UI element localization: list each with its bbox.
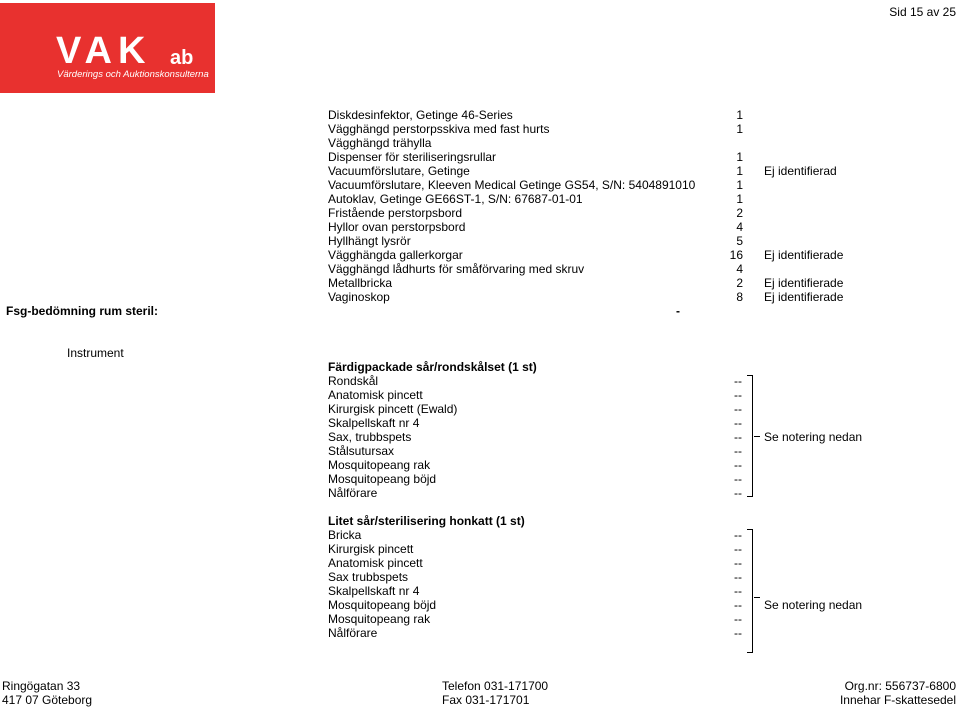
kit-item-name: Sax trubbspets [328, 570, 409, 584]
room-item-qty: 2 [736, 206, 743, 220]
footer-phone: Telefon 031-171700 [442, 679, 549, 693]
kit-item-qty: -- [734, 542, 742, 556]
kit-note: Se notering nedan [764, 598, 863, 612]
company-logo [0, 3, 215, 93]
kit-item-name: Rondskål [328, 374, 379, 388]
kit-item-name: Kirurgisk pincett [328, 542, 414, 556]
assessment-value: - [676, 304, 680, 318]
room-item-name: Diskdesinfektor, Getinge 46-Series [328, 108, 513, 122]
room-item-name: Vägghängd trähylla [328, 136, 432, 150]
kit-item-name: Mosquitopeang rak [328, 458, 431, 472]
room-item-name: Autoklav, Getinge GE66ST-1, S/N: 67687-01-01 [328, 192, 583, 206]
footer-tax-status: Innehar F-skattesedel [839, 693, 956, 707]
logo-tagline: Värderings och Auktionskonsulterna [57, 69, 209, 80]
room-item-qty: 4 [736, 220, 743, 234]
room-item-name: Fristående perstorpsbord [328, 206, 463, 220]
kit-item-qty: -- [734, 612, 742, 626]
kit-title: Färdigpackade sår/rondskålset (1 st) [328, 360, 537, 374]
kit-bracket [747, 529, 753, 653]
room-item-note: Ej identifierad [764, 164, 837, 178]
kit-item-qty: -- [734, 430, 742, 444]
room-item-qty: 1 [736, 178, 743, 192]
kit-item-name: Skalpellskaft nr 4 [328, 584, 420, 598]
room-item-name: Hyllhängt lysrör [328, 234, 411, 248]
kit-item-qty: -- [734, 458, 742, 472]
kit-item-name: Mosquitopeang böjd [328, 472, 437, 486]
room-item-name: Vaginoskop [328, 290, 390, 304]
room-item-qty: 2 [736, 276, 743, 290]
footer-address-city: 417 07 Göteborg [2, 693, 93, 707]
kit-item-qty: -- [734, 584, 742, 598]
kit-item-name: Bricka [328, 528, 362, 542]
room-item-name: Vacuumförslutare, Getinge [328, 164, 470, 178]
kit-item-qty: -- [734, 528, 742, 542]
kit-item-qty: -- [734, 486, 742, 500]
kit-item-qty: -- [734, 626, 742, 640]
room-item-name: Hyllor ovan perstorpsbord [328, 220, 466, 234]
room-item-qty: 1 [736, 164, 743, 178]
room-item-qty: 1 [736, 150, 743, 164]
kit-item-name: Stålsutursax [328, 444, 395, 458]
bracket-tick [754, 436, 760, 437]
kit-item-name: Sax, trubbspets [328, 430, 412, 444]
kit-item-qty: -- [734, 598, 742, 612]
kit-item-name: Anatomisk pincett [328, 556, 423, 570]
footer-address-street: Ringögatan 33 [2, 679, 81, 693]
kit-item-name: Kirurgisk pincett (Ewald) [328, 402, 458, 416]
kit-item-qty: -- [734, 374, 742, 388]
kit-item-qty: -- [734, 388, 742, 402]
kit-note: Se notering nedan [764, 430, 863, 444]
bracket-tick [754, 597, 760, 598]
kit-item-qty: -- [734, 402, 742, 416]
room-item-qty: 1 [736, 108, 743, 122]
kit-item-name: Anatomisk pincett [328, 388, 423, 402]
kit-item-name: Nålförare [328, 626, 378, 640]
room-item-note: Ej identifierade [764, 248, 844, 262]
room-item-name: Vägghängd lådhurts för småförvaring med skruv [328, 262, 585, 276]
page-number: Sid 15 av 25 [889, 5, 956, 19]
room-item-qty: 5 [736, 234, 743, 248]
kit-item-qty: -- [734, 444, 742, 458]
logo-suffix: ab [170, 47, 194, 69]
room-item-note: Ej identifierade [764, 290, 844, 304]
kit-item-qty: -- [734, 570, 742, 584]
room-item-name: Metallbricka [328, 276, 393, 290]
kit-item-qty: -- [734, 472, 742, 486]
room-item-qty: 4 [736, 262, 743, 276]
room-item-note: Ej identifierade [764, 276, 844, 290]
room-item-qty: 1 [736, 192, 743, 206]
room-item-qty: 8 [736, 290, 743, 304]
room-item-name: Vacuumförslutare, Kleeven Medical Getinge GS54, S/N: 5404891010 [328, 178, 696, 192]
room-item-qty: 16 [729, 248, 743, 262]
room-item-name: Dispenser för steriliseringsrullar [328, 150, 497, 164]
kit-item-qty: -- [734, 416, 742, 430]
kit-item-qty: -- [734, 556, 742, 570]
instrument-heading: Instrument [67, 346, 124, 360]
room-item-qty: 1 [736, 122, 743, 136]
kit-item-name: Skalpellskaft nr 4 [328, 416, 420, 430]
kit-item-name: Mosquitopeang rak [328, 612, 431, 626]
footer-org-number: Org.nr: 556737-6800 [844, 679, 956, 693]
kit-bracket [747, 375, 753, 497]
assessment-label: Fsg-bedömning rum steril: [6, 304, 159, 318]
room-item-name: Vägghängda gallerkorgar [328, 248, 463, 262]
kit-item-name: Mosquitopeang böjd [328, 598, 437, 612]
kit-item-name: Nålförare [328, 486, 378, 500]
kit-title: Litet sår/sterilisering honkatt (1 st) [328, 514, 525, 528]
room-item-name: Vägghängd perstorpsskiva med fast hurts [328, 122, 550, 136]
logo-letters: VAK [56, 30, 152, 72]
footer-fax: Fax 031-171701 [442, 693, 530, 707]
